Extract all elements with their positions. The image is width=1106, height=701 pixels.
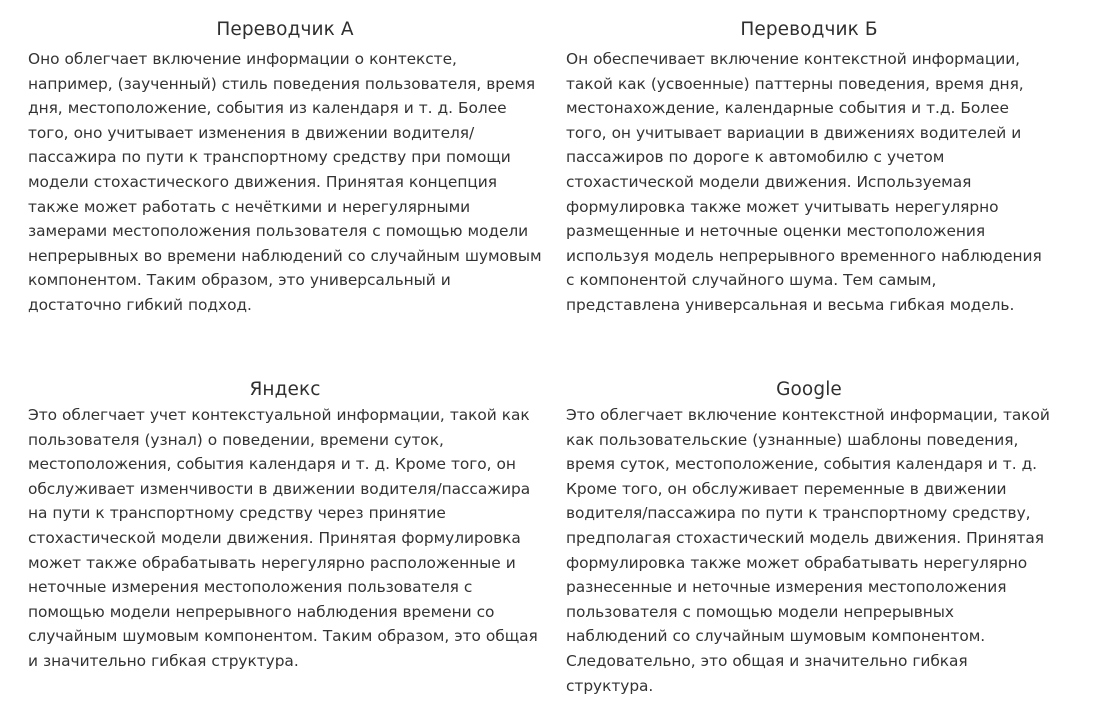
translation-block-google — [553, 370, 1106, 701]
body-google: Это облегчает включение контекстной информации, такой как пользовательские (узнанные) шаблоны поведения, время суток, местоположение, события календаря и т. д. Кроме того, он обслуживает переменные в движении водителя/пассажира по пути к транспортному средству, предполагая стохастический модель движения. Принятая формулировка также может обрабатывать нерегулярно разнесенные и неточные измерения местоположения пользователя с помощью модели непрерывных наблюдений со случайным шумовым компонентом. Следовательно, это общая и значительно гибкая структура. — [566, 406, 1050, 695]
translation-block-translator-b — [553, 0, 1106, 370]
body-translator-a: Оно облегчает включение информации о контексте, например, (заученный) стиль поведения пользователя, время дня, местоположение, события из календаря и т. д. Более того, оно учитывает изменения в движении водителя/пассажира по пути к транспортному средству при помощи модели стохастического движения. Принятая концепция также может работать с нечёткими и нерегулярными замерами местоположения пользователя с помощью модели непрерывных во времени наблюдений со случайным шумовым компонентом. Таким образом, это универсальный и достаточно гибкий подход. — [28, 50, 542, 314]
body-translator-b: Он обеспечивает включение контекстной информации, такой как (усвоенные) паттерны поведения, время дня, местонахождение, календарные события и т.д. Более того, он учитывает вариации в движениях водителей и пассажиров по дороге к автомобилю с учетом стохастической модели движения. Используемая формулировка также может учитывать нерегулярно размещенные и неточные оценки местоположения используя модель непрерывного временного наблюдения с компонентой случайного шума. Тем самым, представлена универсальная и весьма гибкая модель. — [566, 50, 1042, 314]
translation-block-yandex — [0, 370, 553, 701]
heading-translator-b: Переводчик Б — [740, 19, 878, 40]
heading-yandex: Яндекс — [249, 379, 321, 400]
heading-translator-a: Переводчик А — [216, 19, 354, 40]
body-yandex: Это облегчает учет контекстуальной информации, такой как пользователя (узнал) о поведении, времени суток, местоположения, события календаря и т. д. Кроме того, он обслуживает изменчивости в движении водителя/пассажира на пути к транспортному средству через принятие стохастической модели движения. Принятая формулировка может также обрабатывать нерегулярно расположенные и неточные измерения местоположения пользователя с помощью модели непрерывного наблюдения времени со случайным шумовым компонентом. Таким образом, это общая и значительно гибкая структура. — [28, 406, 538, 670]
heading-google: Google — [776, 379, 842, 400]
translation-block-translator-a — [0, 0, 553, 370]
